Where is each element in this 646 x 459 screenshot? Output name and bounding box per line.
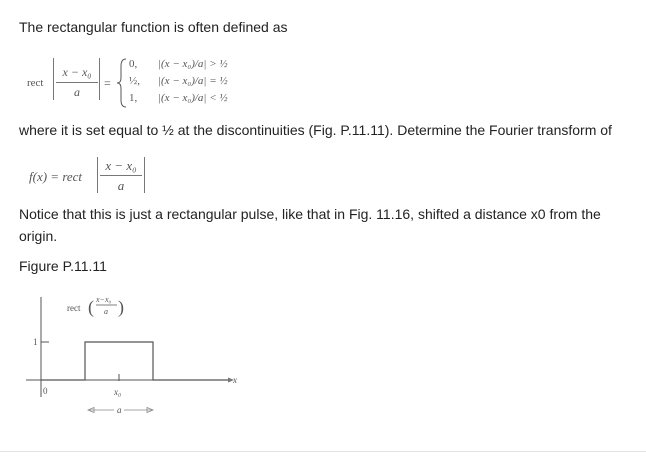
width-label: a bbox=[117, 405, 122, 415]
curve-numerator: x−x₀ bbox=[96, 295, 112, 304]
eq1-right-bracket bbox=[99, 58, 100, 100]
eq1-numerator: x − x₀ bbox=[62, 65, 92, 79]
rect-pulse-figure bbox=[0, 285, 260, 420]
eq1-case-0-value: 0, bbox=[129, 58, 138, 70]
x-axis-label: x bbox=[233, 375, 237, 385]
eq2-numerator: x − x₀ bbox=[105, 158, 137, 173]
curve-close-paren: ) bbox=[118, 297, 124, 317]
eq1-case-1-value: ½, bbox=[129, 75, 140, 87]
eq1-fraction-line bbox=[56, 82, 98, 83]
eq1-denominator: a bbox=[74, 85, 80, 99]
eq1-case-0-condition: |(x − x₀)/a| > ½ bbox=[158, 58, 228, 70]
origin-label: 0 bbox=[43, 386, 48, 396]
eq1-case-1-condition: |(x − x₀)/a| = ½ bbox=[158, 75, 228, 87]
eq2-denominator: a bbox=[117, 178, 125, 193]
y-tick-1-label: 1 bbox=[33, 337, 38, 347]
curve-open-paren: ( bbox=[88, 297, 94, 317]
eq2-lhs: f(x) = rect bbox=[29, 169, 83, 184]
intro-text: The rectangular function is often defined as bbox=[19, 19, 288, 35]
eq1-brace bbox=[116, 58, 128, 108]
discontinuity-text: where it is set equal to ½ at the discontinuities (Fig. P.11.11). Determine the Fourier transform of bbox=[19, 122, 612, 138]
curve-rect-label: rect bbox=[67, 303, 81, 313]
notice-text: Notice that this is just a rectangular pulse, like that in Fig. 11.16, shifted a distance x0 from the origin. bbox=[19, 206, 601, 244]
eq1-case-2-value: 1, bbox=[129, 92, 138, 104]
eq1-rect-label: rect bbox=[27, 77, 44, 89]
figure-caption: Figure P.11.11 bbox=[19, 258, 107, 274]
curve-denominator: a bbox=[104, 307, 108, 316]
center-label: x₀ bbox=[114, 387, 122, 397]
eq1-case-2-condition: |(x − x₀)/a| < ½ bbox=[158, 92, 228, 104]
eq1-equals: = bbox=[104, 76, 111, 90]
bottom-divider bbox=[0, 451, 646, 452]
eq2-fraction-line bbox=[100, 175, 142, 176]
rect-pulse-curve bbox=[41, 342, 228, 380]
eq2-right-bracket bbox=[144, 157, 145, 193]
